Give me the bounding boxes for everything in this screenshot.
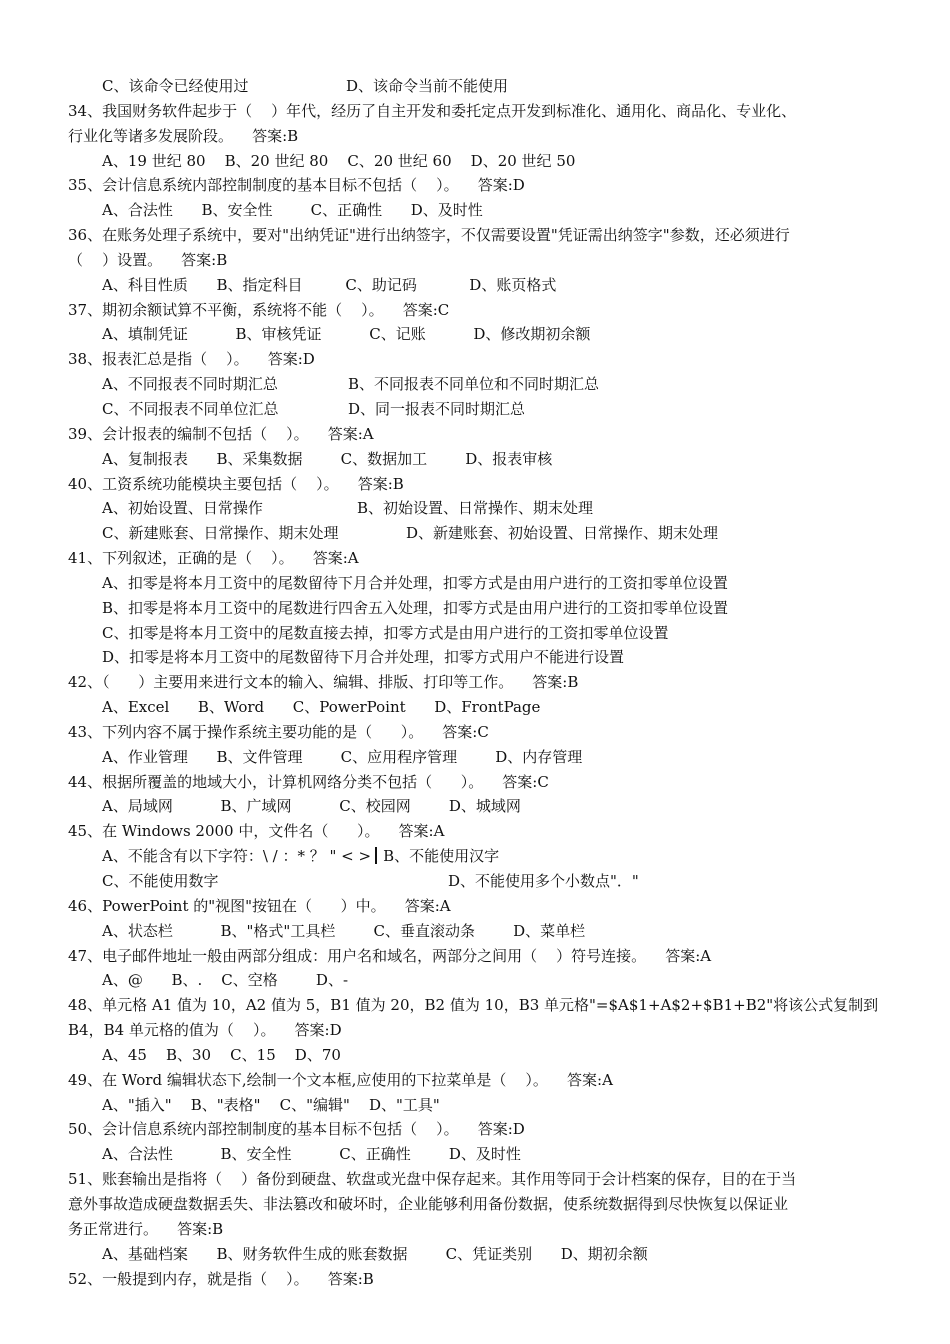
option-text: A、初始设置、日常操作 — [102, 499, 263, 518]
options-line — [68, 372, 883, 397]
options-line — [68, 149, 883, 174]
options-line — [68, 745, 883, 770]
options-line — [68, 322, 883, 347]
question-line — [68, 298, 883, 323]
question-text: 意外事故造成硬盘数据丢失、非法篡改和破坏时，企业能够利用备份数据，使系统数据得到尽快恢复以保证业 — [68, 1194, 789, 1213]
question-text: 41、下列叙述，正确的是（ ）。 答案:A — [68, 549, 359, 568]
options-line — [68, 621, 883, 646]
question-line — [68, 720, 883, 745]
question-line — [68, 546, 883, 571]
question-line — [68, 819, 883, 844]
option-text: A、19 世纪 80 B、20 世纪 80 C、20 世纪 60 D、20 世纪 50 — [102, 151, 576, 170]
question-line — [68, 472, 883, 497]
question-line — [68, 99, 883, 124]
question-text: 40、工资系统功能模块主要包括（ ）。 答案:B — [68, 474, 404, 493]
option-text: A、状态栏 B、"格式"工具栏 C、垂直滚动条 D、菜单栏 — [102, 921, 586, 940]
options-line — [68, 1043, 883, 1068]
option-text: D、同一报表不同时期汇总 — [348, 399, 526, 418]
document-page — [68, 74, 883, 1291]
options-line — [68, 645, 883, 670]
option-text: A、Excel B、Word C、PowerPoint D、FrontPage — [102, 698, 541, 717]
option-text: A、科目性质 B、指定科目 C、助记码 D、账页格式 — [102, 275, 557, 294]
question-line — [68, 770, 883, 795]
option-text: B、不能使用汉字 — [383, 847, 500, 866]
options-line — [68, 571, 883, 596]
question-text: 46、PowerPoint 的"视图"按钮在（ ）中。 答案:A — [68, 896, 451, 915]
option-text: A、填制凭证 B、审核凭证 C、记账 D、修改期初余额 — [102, 325, 591, 344]
option-text: C、不能使用数字 — [102, 872, 219, 890]
question-line — [68, 1068, 883, 1093]
question-text: 44、根据所覆盖的地域大小，计算机网络分类不包括（ ）。 答案:C — [68, 772, 549, 791]
question-text: 38、报表汇总是指（ ）。 答案:D — [68, 350, 315, 369]
question-text: 52、一般提到内存，就是指（ ）。 答案:B — [68, 1269, 374, 1288]
question-text: 42、（ ）主要用来进行文本的输入、编辑、排版、打印等工作。 答案:B — [68, 673, 579, 692]
question-text: 35、会计信息系统内部控制制度的基本目标不包括（ ）。 答案:D — [68, 176, 525, 195]
option-text: A、不同报表不同时期汇总 — [102, 375, 278, 394]
options-line — [68, 397, 883, 422]
option-text: C、该命令已经使用过 — [102, 77, 249, 95]
question-text: 行业化等诸多发展阶段。 答案:B — [68, 126, 299, 145]
question-text: 务正常进行。 答案:B — [68, 1219, 224, 1238]
options-line — [68, 273, 883, 298]
option-text: D、不能使用多个小数点"．" — [448, 872, 639, 890]
question-text: 47、电子邮件地址一般由两部分组成：用户名和域名，两部分之间用（ ）符号连接。 答案:A — [68, 946, 712, 965]
question-text: 43、下列内容不属于操作系统主要功能的是（ ）。 答案:C — [68, 722, 489, 741]
option-text: A、扣零是将本月工资中的尾数留待下月合并处理，扣零方式是由用户进行的工资扣零单位设置 — [102, 573, 728, 592]
question-text: （ ）设置。 答案:B — [68, 250, 228, 269]
options-line — [68, 496, 883, 521]
question-text: 49、在 Word 编辑状态下,绘制一个文本框,应使用的下拉菜单是（ ）。 答案:A — [68, 1070, 613, 1089]
option-text: A、复制报表 B、采集数据 C、数据加工 D、报表审核 — [102, 449, 553, 468]
question-line — [68, 1117, 883, 1142]
option-text: D、该命令当前不能使用 — [346, 77, 509, 95]
question-text: 36、在账务处理子系统中，要对"出纳凭证"进行出纳签字，不仅需要设置"凭证需出纳签字"参数，还必须进行 — [68, 226, 790, 245]
option-text: A、作业管理 B、文件管理 C、应用程序管理 D、内存管理 — [102, 747, 583, 766]
options-line — [68, 1093, 883, 1118]
question-line — [68, 894, 883, 919]
options-line — [68, 1142, 883, 1167]
options-line — [68, 521, 883, 546]
option-text: C、不同报表不同单位汇总 — [102, 399, 279, 418]
option-text: D、扣零是将本月工资中的尾数留待下月合并处理，扣零方式用户不能进行设置 — [102, 648, 625, 667]
question-continuation — [68, 1192, 883, 1217]
options-line — [68, 596, 883, 621]
question-text: B4，B4 单元格的值为（ ）。 答案:D — [68, 1021, 342, 1040]
options-line — [68, 198, 883, 223]
question-text: 39、会计报表的编制不包括（ ）。 答案:A — [68, 424, 374, 443]
question-continuation — [68, 1217, 883, 1242]
question-line — [68, 1167, 883, 1192]
question-line — [68, 1267, 883, 1292]
question-text: 37、期初余额试算不平衡，系统将不能（ ）。 答案:C — [68, 300, 450, 319]
option-text: A、45 B、30 C、15 D、70 — [102, 1045, 341, 1064]
option-text: B、初始设置、日常操作、期末处理 — [357, 499, 594, 518]
question-line — [68, 173, 883, 198]
option-text: A、合法性 B、安全性 C、正确性 D、及时性 — [102, 201, 483, 220]
question-line — [68, 670, 883, 695]
option-text: A、局域网 B、广域网 C、校园网 D、城域网 — [102, 797, 521, 816]
options-line — [68, 844, 883, 869]
question-continuation — [68, 124, 883, 149]
question-line — [68, 944, 883, 969]
question-line — [68, 223, 883, 248]
question-line — [68, 347, 883, 372]
option-text: A、基础档案 B、财务软件生成的账套数据 C、凭证类别 D、期初余额 — [102, 1244, 648, 1263]
question-text: 45、在 Windows 2000 中，文件名（ ）。 答案:A — [68, 822, 445, 841]
option-text: D、新建账套、初始设置、日常操作、期末处理 — [406, 524, 719, 543]
options-line — [68, 1242, 883, 1267]
question-line — [68, 993, 883, 1018]
option-text: A、不能含有以下字符：\ / ：* ？ " < > — [102, 847, 372, 866]
option-text: A、"插入" B、"表格" C、"编辑" D、"工具" — [102, 1095, 440, 1114]
question-text: 34、我国财务软件起步于（ ）年代，经历了自主开发和委托定点开发到标准化、通用化、商品化、专业化、 — [68, 101, 797, 120]
option-text: C、新建账套、日常操作、期末处理 — [102, 524, 339, 543]
options-line — [68, 695, 883, 720]
text-cursor-bar — [375, 847, 377, 864]
option-text: C、扣零是将本月工资中的尾数直接去掉，扣零方式是由用户进行的工资扣零单位设置 — [102, 623, 669, 642]
question-text: 51、账套输出是指将（ ）备份到硬盘、软盘或光盘中保存起来。其作用等同于会计档案的保存，目的在于当 — [68, 1170, 797, 1189]
options-line — [68, 919, 883, 944]
question-continuation — [68, 1018, 883, 1043]
options-line — [68, 74, 883, 99]
question-text: 48、单元格 A1 值为 10，A2 值为 5，B1 值为 20，B2 值为 10，B3 单元格"=$A$1+A$2+$B1+B2"将该公式复制到 — [68, 996, 879, 1015]
options-line — [68, 968, 883, 993]
option-text: A、合法性 B、安全性 C、正确性 D、及时性 — [102, 1145, 521, 1164]
question-line — [68, 422, 883, 447]
options-line — [68, 869, 883, 894]
option-text: B、扣零是将本月工资中的尾数进行四舍五入处理，扣零方式是由用户进行的工资扣零单位设置 — [102, 598, 729, 617]
option-text: B、不同报表不同单位和不同时期汇总 — [348, 375, 600, 394]
options-line — [68, 447, 883, 472]
option-text: A、@ B、. C、空格 D、- — [102, 971, 349, 990]
options-line — [68, 794, 883, 819]
question-continuation — [68, 248, 883, 273]
question-text: 50、会计信息系统内部控制制度的基本目标不包括（ ）。 答案:D — [68, 1120, 525, 1139]
